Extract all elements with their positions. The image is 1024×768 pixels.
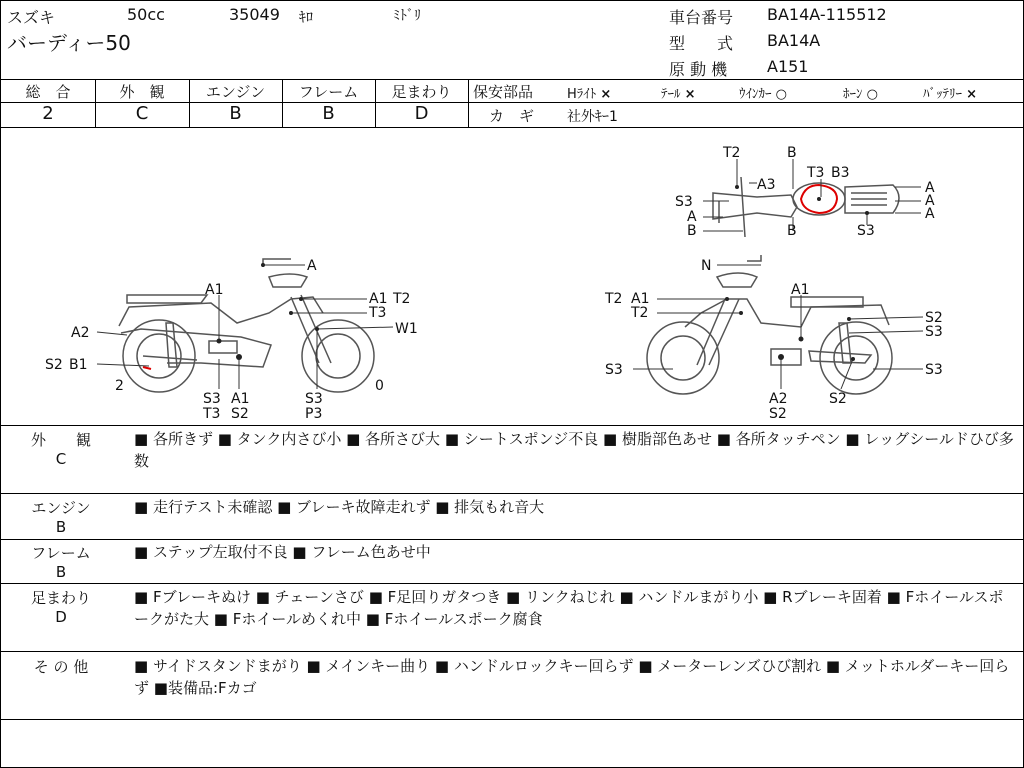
diagram-label: S3 xyxy=(857,223,875,239)
diagram-label: S3 xyxy=(925,362,943,378)
diagram-label: T3 xyxy=(369,305,387,321)
diagram-label: T2 xyxy=(631,305,649,321)
diagram-label: 0 xyxy=(375,378,384,394)
diagram-label: T2 xyxy=(393,291,411,307)
engine-value: A151 xyxy=(767,57,809,76)
diagram-label: A xyxy=(925,206,935,222)
safety-headlight: Hﾗｲﾄ × xyxy=(567,87,612,102)
diagram-label: A1 xyxy=(791,282,810,298)
diagram-label: B xyxy=(787,145,797,161)
diagram-label: T3 xyxy=(807,165,825,181)
note-engine-label: エンジン xyxy=(31,499,91,517)
lot-number: 35049 xyxy=(229,5,280,24)
note-suspension-grade: D xyxy=(55,608,67,626)
diagram-label: A1 xyxy=(369,291,388,307)
score-header-exterior: 外 観 xyxy=(119,83,165,101)
score-overall: 2 xyxy=(42,103,54,124)
diagram-label: B3 xyxy=(831,165,850,181)
right-side-bike-icon xyxy=(647,255,892,394)
diagram-label: A1 xyxy=(231,391,250,407)
diagram-label: A1 xyxy=(205,282,224,298)
diagram-label: A xyxy=(307,258,317,274)
note-other-label: そ の 他 xyxy=(33,658,89,676)
safety-taillight: ﾃｰﾙ × xyxy=(661,87,696,102)
note-frame-text: ■ ステップ左取付不良 ■ フレーム色あせ中 xyxy=(134,543,431,561)
diagram-label: W1 xyxy=(395,321,418,337)
score-frame: B xyxy=(322,103,335,124)
divider xyxy=(1,539,1023,540)
note-exterior-grade: C xyxy=(55,450,67,468)
note-suspension-label: 足まわり xyxy=(30,589,91,607)
type-value: BA14A xyxy=(767,31,821,50)
color: ﾐﾄﾞﾘ xyxy=(393,8,421,24)
divider xyxy=(1,425,1023,426)
diagram-label: N xyxy=(701,258,712,274)
note-suspension-text: ■ Fブレーキぬけ ■ チェーンさび ■ F足回りガタつき ■ リンクねじれ ■ ハンドルまがり小 ■ Rブレーキ固着 ■ Fホイールスポークがた大 ■ Fホイールめくれ中 ■ Fホイールスポーク腐食 xyxy=(134,588,1004,628)
diagram-label: S2 xyxy=(769,406,787,422)
diagram-label: S2 xyxy=(231,406,249,422)
motorcycle-damage-diagram xyxy=(1,127,1023,425)
left-side-bike-icon xyxy=(119,259,374,392)
divider xyxy=(1,719,1023,720)
key-value: 社外ｷｰ1 xyxy=(567,109,618,125)
diagram-label: S3 xyxy=(305,391,323,407)
score-suspension: D xyxy=(414,103,429,124)
diagram-label: B xyxy=(787,223,797,239)
diagram-label: A xyxy=(925,180,935,196)
diagram-label: A1 xyxy=(631,291,650,307)
diagram-label: S3 xyxy=(203,391,221,407)
displacement: 50cc xyxy=(127,5,165,24)
safety-label: 保安部品 xyxy=(473,83,534,101)
divider xyxy=(468,102,1023,103)
diagram-label: B1 xyxy=(69,357,88,373)
diagram-label: S2 xyxy=(829,391,847,407)
diagram-label: T3 xyxy=(203,406,221,422)
note-frame-label: フレーム xyxy=(31,544,91,562)
note-engine-text: ■ 走行テスト未確認 ■ ブレーキ故障走れず ■ 排気もれ音大 xyxy=(134,498,545,516)
note-exterior-label: 外 観 xyxy=(30,431,91,449)
diagram-label: A xyxy=(687,209,697,225)
note-other-text: ■ サイドスタンドまがり ■ メインキー曲り ■ ハンドルロックキー回らず ■ メーターレンズひび割れ ■ メットホルダーキー回らず ■装備品:Fカゴ xyxy=(134,657,1010,697)
diagram-label: B xyxy=(687,223,697,239)
divider xyxy=(1,493,1023,494)
diagram-label: S3 xyxy=(605,362,623,378)
diagram-label: P3 xyxy=(305,406,323,422)
diagram-label: A3 xyxy=(757,177,776,193)
safety-horn: ﾎｰﾝ ○ xyxy=(843,87,878,102)
note-frame-grade: B xyxy=(55,563,67,581)
diagram-label: A2 xyxy=(71,325,90,341)
note-engine-grade: B xyxy=(55,518,67,536)
maker: スズキ xyxy=(7,8,56,27)
divider xyxy=(1,583,1023,584)
diagram-label: S3 xyxy=(925,324,943,340)
diagram-label: T2 xyxy=(723,145,741,161)
key-label: カ ギ xyxy=(489,107,535,125)
type-label: 型 式 xyxy=(669,34,734,53)
divider xyxy=(1,651,1023,652)
safety-winker: ｳｲﾝｶｰ ○ xyxy=(739,87,787,102)
safety-battery: ﾊﾞｯﾃﾘｰ × xyxy=(923,87,978,102)
score-header-frame: フレーム xyxy=(298,83,359,101)
diagram-label: S3 xyxy=(675,194,693,210)
diagram-label: A2 xyxy=(769,391,788,407)
score-header-engine: エンジン xyxy=(205,83,266,101)
diagram-label: S2 xyxy=(925,310,943,326)
diagram-label: A xyxy=(925,193,935,209)
divider xyxy=(468,79,469,127)
diagram-label: 2 xyxy=(115,378,124,394)
damage-mark-icon xyxy=(143,367,151,369)
engine-label: 原 動 機 xyxy=(669,60,728,79)
score-header-overall: 総 合 xyxy=(25,83,71,101)
diagram-label: S2 xyxy=(45,357,63,373)
score-header-suspension: 足まわり xyxy=(391,83,452,101)
score-engine: B xyxy=(229,103,242,124)
lot-suffix: ｷﾛ xyxy=(299,10,313,26)
model-name: バーディー50 xyxy=(7,31,131,55)
diagram-label: T2 xyxy=(605,291,623,307)
score-exterior: C xyxy=(135,103,149,124)
frame-number: BA14A-115512 xyxy=(767,5,887,24)
divider xyxy=(1,79,1023,80)
frame-number-label: 車台番号 xyxy=(669,8,734,27)
note-exterior-text: ■ 各所きず ■ タンク内さび小 ■ 各所さび大 ■ シートスポンジ不良 ■ 樹脂部色あせ ■ 各所タッチペン ■ レッグシールドひび多数 xyxy=(134,430,1014,470)
